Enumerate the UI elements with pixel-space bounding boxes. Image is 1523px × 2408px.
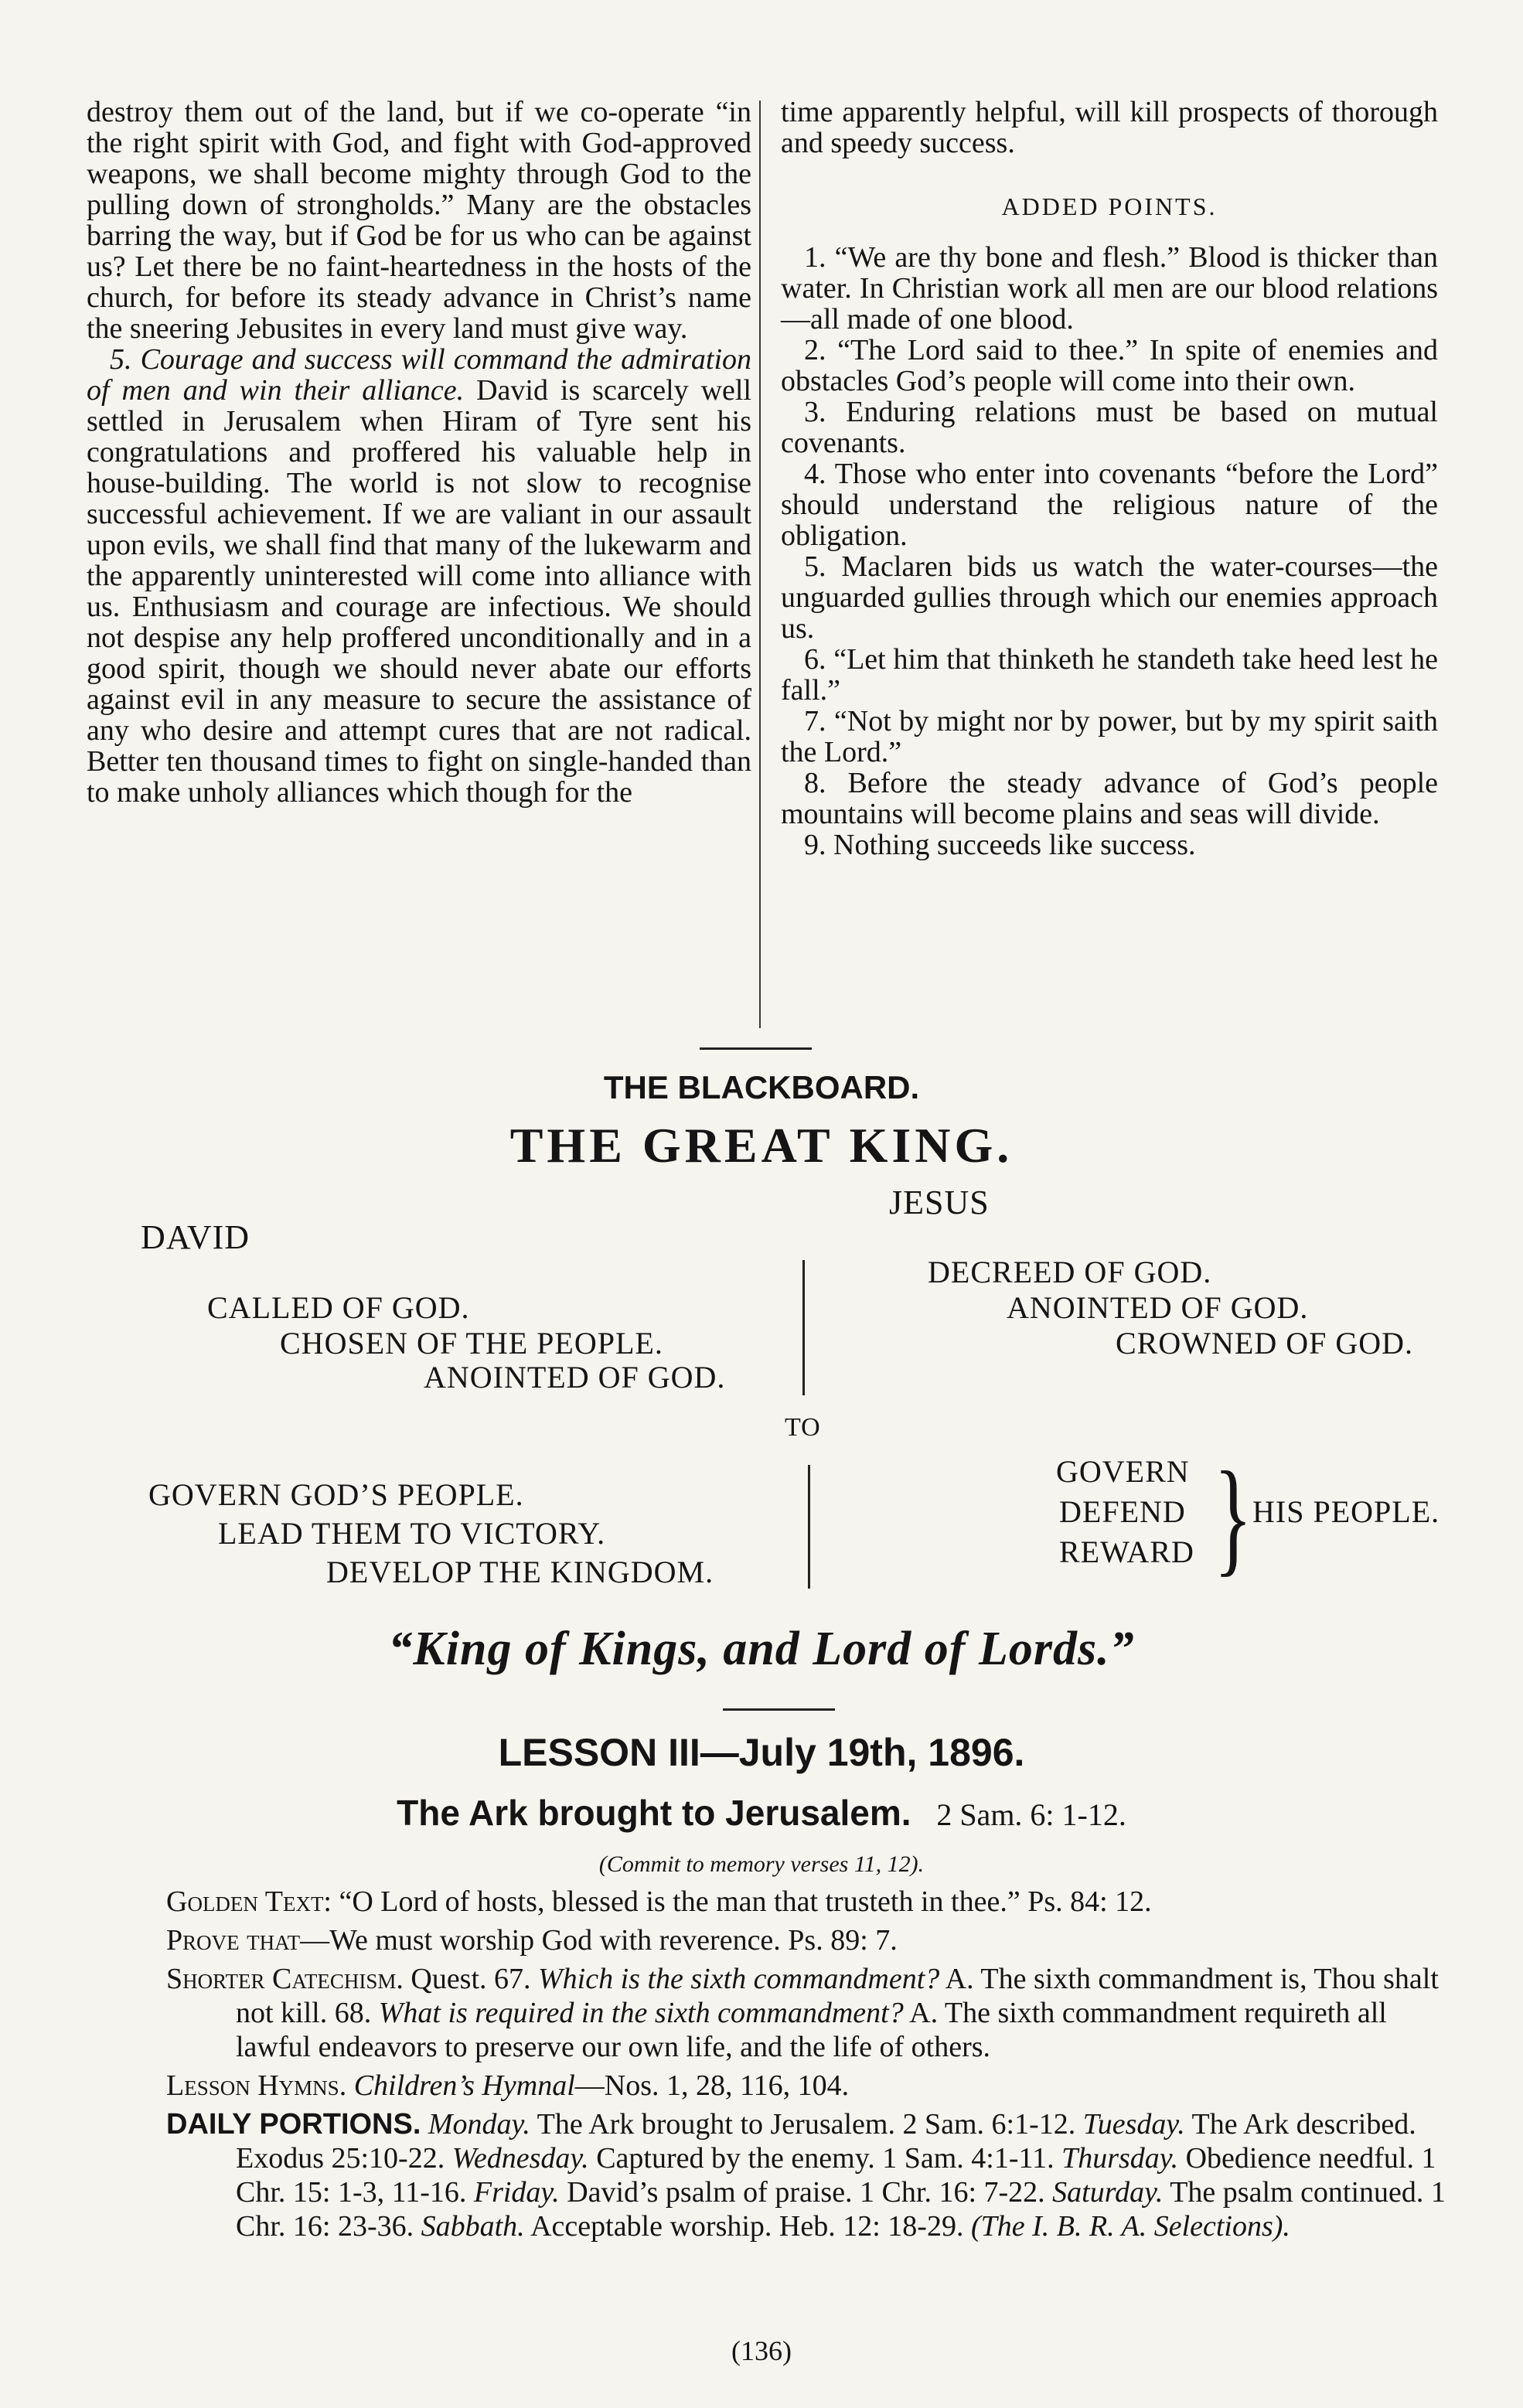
- daily-thursday-text: Obedience needful. 1 Chr. 15: 1-3, 11-16.: [236, 2142, 1436, 2209]
- golden-text-label: Golden Text:: [166, 1885, 332, 1918]
- left-paragraph-2-text: David is scarcely well settled in Jerusalem when Hiram of Tyre sent his congratulations and proffered his valuable help in house-building. The world is not slow to recognise successful achievement. If we are valiant in our assault upon evils, we shall find that many of the lukewarm and the apparently uninterested will come into alliance with us. Enthusiasm and courage are infectious. We should not despise any help proffered unconditionally and in a good spirit, though we should never abate our efforts against evil in any measure to secure the assistance of any who desire and attempt cures that are not radical. Better ten thousand times to fight on single-handed than to make unholy alliances which though for the: [87, 374, 751, 809]
- hymns-text: —Nos. 1, 28, 116, 104.: [574, 2069, 850, 2102]
- daily-thursday: Thursday.: [1061, 2142, 1179, 2175]
- catechism-label: Shorter Catechism.: [166, 1963, 404, 1995]
- commit-to-memory: (Commit to memory verses 11, 12).: [598, 1851, 925, 1877]
- hymns-label: Lesson Hymns.: [166, 2069, 347, 2102]
- jesus-anointed: ANOINTED OF GOD.: [1007, 1290, 1309, 1325]
- daily-portions: [166, 2107, 1450, 2243]
- daily-monday: Monday.: [428, 2108, 530, 2141]
- section-rule-2: [723, 1708, 835, 1711]
- daily-friday-text: David’s psalm of praise. 1 Chr. 16: 7-22.: [567, 2176, 1045, 2209]
- left-paragraph-2: [87, 344, 751, 808]
- lesson-info: [166, 1885, 1450, 2248]
- prove-that-label: Prove that: [166, 1924, 301, 1957]
- lesson-reference: 2 Sam. 6: 1-12.: [936, 1797, 1126, 1832]
- daily-portions-label: DAILY PORTIONS.: [166, 2108, 421, 2141]
- david-lead: LEAD THEM TO VICTORY.: [218, 1516, 606, 1551]
- his-people: HIS PEOPLE.: [1252, 1494, 1440, 1529]
- left-column: [87, 97, 751, 808]
- right-column: [781, 97, 1438, 860]
- lesson-subtitle-text: The Ark brought to Jerusalem.: [397, 1793, 911, 1833]
- section-rule: [700, 1047, 812, 1050]
- jesus-govern: GOVERN: [1056, 1454, 1190, 1489]
- david-govern: GOVERN GOD’S PEOPLE.: [148, 1477, 524, 1512]
- added-point: 6. “Let him that thinketh he standeth take heed lest he fall.”: [781, 643, 1438, 707]
- right-paragraph-1: time apparently helpful, will kill prospects of thorough and speedy success.: [781, 96, 1438, 159]
- blackboard-divider-lower: [808, 1465, 810, 1589]
- daily-saturday: Saturday.: [1052, 2176, 1164, 2209]
- golden-text: “O Lord of hosts, blessed is the man that trusteth in thee.” Ps. 84: 12.: [339, 1885, 1152, 1918]
- added-point: 2. “The Lord said to thee.” In spite of enemies and obstacles God’s people will come into their own.: [781, 334, 1438, 397]
- prove-that-line: [166, 1923, 1450, 1957]
- daily-source: (The I. B. R. A. Selections).: [970, 2210, 1290, 2243]
- lesson-title: LESSON III—July 19th, 1896.: [498, 1731, 1025, 1774]
- page-number: (136): [731, 2335, 792, 2366]
- catechism-quest: Quest. 67.: [411, 1963, 531, 1995]
- golden-text-line: [166, 1885, 1450, 1919]
- left-paragraph-1: destroy them out of the land, but if we co-operate “in the right spirit with God, and fight with God-approved weapons, we shall become mighty through God to the pulling down of strongholds.” Many are the obstacles barring the way, but if God be for us who can be against us? Let there be no faint-heartedness in the hosts of the church, for before its steady advance in Christ’s name the sneering Jebusites in every land must give way.: [87, 96, 751, 345]
- david-anointed: ANOINTED OF GOD.: [424, 1360, 726, 1395]
- jesus-decreed: DECREED OF GOD.: [928, 1255, 1212, 1289]
- daily-wednesday: Wednesday.: [451, 2142, 589, 2175]
- added-point: 7. “Not by might nor by power, but by my spirit saith the Lord.”: [781, 705, 1438, 768]
- jesus-heading: JESUS: [889, 1184, 990, 1221]
- hymns-source: Children’s Hymnal: [353, 2069, 575, 2102]
- daily-friday: Friday.: [473, 2176, 560, 2209]
- added-point: 5. Maclaren bids us watch the water-courses—the unguarded gullies through which our enemies approach us.: [781, 550, 1438, 645]
- blackboard-divider: [802, 1260, 805, 1395]
- daily-tuesday: Tuesday.: [1082, 2108, 1185, 2141]
- added-point: 3. Enduring relations must be based on mutual covenants.: [781, 396, 1438, 459]
- david-heading: DAVID: [141, 1218, 250, 1256]
- added-points-heading: ADDED POINTS.: [1001, 192, 1218, 220]
- blackboard-title: THE GREAT KING.: [509, 1118, 1014, 1173]
- lesson-subtitle: [0, 1792, 1523, 1834]
- catechism-line: [166, 1962, 1450, 2064]
- daily-sabbath-text: Acceptable worship. Heb. 12: 18-29.: [530, 2210, 964, 2243]
- david-called: CALLED OF GOD.: [207, 1290, 470, 1325]
- david-develop: DEVELOP THE KINGDOM.: [326, 1555, 714, 1589]
- catechism-question-1: Which is the sixth commandment?: [538, 1963, 940, 1995]
- to-label: TO: [785, 1413, 821, 1442]
- prove-that-text: —We must worship God with reverence. Ps. 89: 7.: [300, 1924, 898, 1957]
- column-divider: [759, 100, 761, 1028]
- added-point: 1. “We are thy bone and flesh.” Blood is thicker than water. In Christian work all men are our blood relations—all made of one blood.: [781, 241, 1438, 335]
- daily-wednesday-text: Captured by the enemy. 1 Sam. 4:1-11.: [596, 2142, 1055, 2175]
- brace: }: [1214, 1446, 1253, 1589]
- catechism-question-2: What is required in the sixth commandment?: [378, 1997, 904, 2029]
- jesus-crowned: CROWNED OF GOD.: [1116, 1326, 1413, 1361]
- blackboard-label: THE BLACKBOARD.: [603, 1069, 920, 1105]
- jesus-defend: DEFEND: [1059, 1494, 1186, 1529]
- hymns-line: [166, 2069, 1450, 2103]
- jesus-reward: REWARD: [1059, 1534, 1194, 1569]
- motto: “King of Kings, and Lord of Lords.”: [388, 1623, 1135, 1675]
- daily-tuesday-text: The Ark described. Exodus 25:10-22.: [236, 2108, 1416, 2175]
- added-point: 8. Before the steady advance of God’s people mountains will become plains and seas will divide.: [781, 767, 1438, 830]
- daily-saturday-text: The psalm continued. 1 Chr. 16: 23-36.: [236, 2176, 1446, 2243]
- added-point: 9. Nothing succeeds like success.: [804, 829, 1196, 861]
- added-point: 4. Those who enter into covenants “before the Lord” should understand the religious nature of the obligation.: [781, 458, 1438, 552]
- catechism-answer-2: A. The sixth commandment requireth all lawful endeavors to preserve our own life, and the life of others.: [236, 1997, 1387, 2063]
- david-chosen: CHOSEN OF THE PEOPLE.: [280, 1326, 663, 1361]
- daily-sabbath: Sabbath.: [421, 2210, 525, 2243]
- daily-monday-text: The Ark brought to Jerusalem. 2 Sam. 6:1-12.: [537, 2108, 1076, 2141]
- catechism-answer-1: A. The sixth commandment is, Thou shalt not kill. 68.: [236, 1963, 1439, 2029]
- left-paragraph-2-lead: 5. Courage and success will command the admiration of men and win their alliance.: [87, 343, 751, 407]
